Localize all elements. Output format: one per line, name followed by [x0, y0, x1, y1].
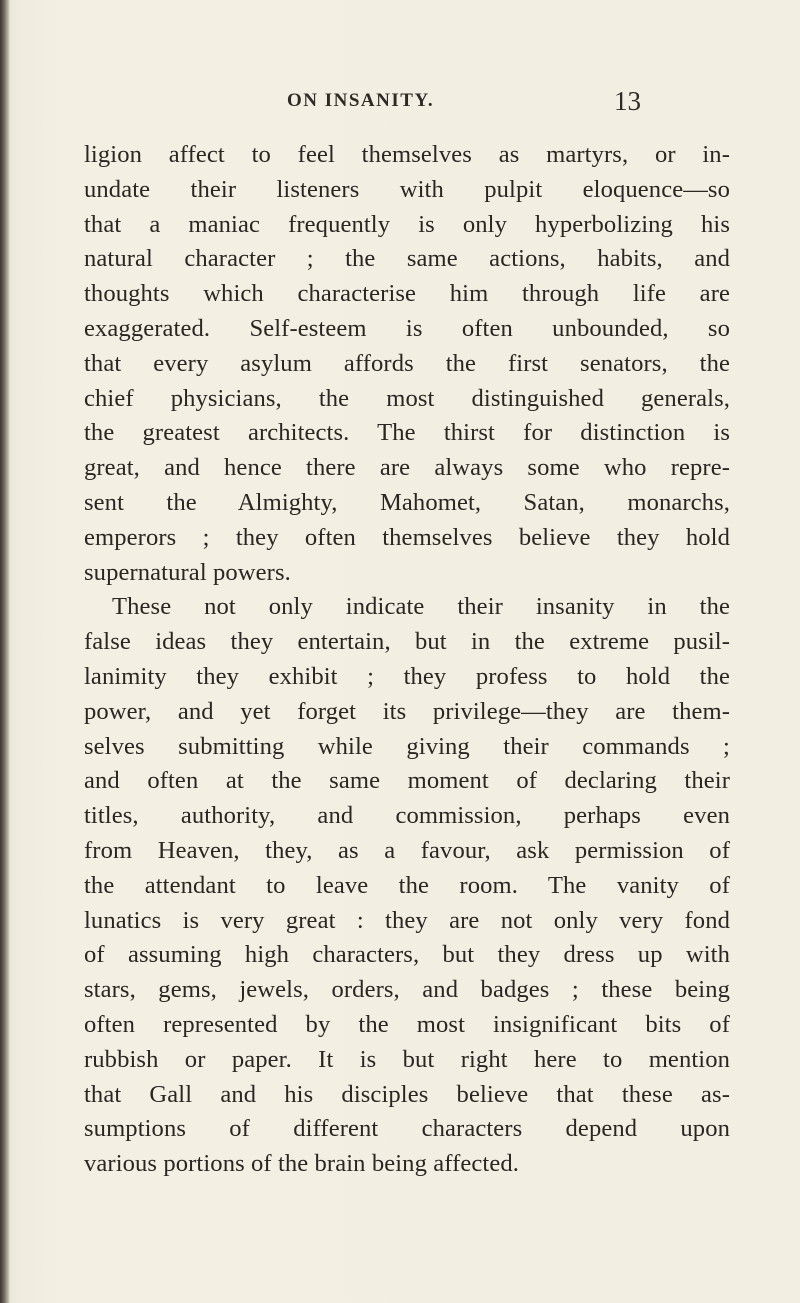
- body-text: [84, 138, 730, 1182]
- text-line-paragraph-end: various portions of the brain being affected.: [84, 1150, 519, 1178]
- text-line: that every asylum affords the first senators, the: [84, 349, 730, 377]
- text-line: selves submitting while giving their commands ;: [84, 732, 730, 760]
- text-line: the attendant to leave the room. The vanity of: [84, 871, 730, 899]
- text-line-paragraph-end: supernatural powers.: [84, 558, 291, 586]
- text-line: undate their listeners with pulpit eloquence—so: [84, 175, 730, 203]
- text-line: from Heaven, they, as a favour, ask permission of: [84, 836, 730, 864]
- text-line-paragraph-start: These not only indicate their insanity in the: [112, 593, 730, 621]
- text-line: lanimity they exhibit ; they profess to hold the: [84, 662, 730, 690]
- text-line: thoughts which characterise him through life are: [84, 280, 730, 308]
- text-line: natural character ; the same actions, habits, and: [84, 245, 730, 273]
- text-line: rubbish or paper. It is but right here to mention: [84, 1045, 730, 1073]
- text-line: sumptions of different characters depend upon: [84, 1115, 730, 1143]
- text-line: false ideas they entertain, but in the extreme pusil-: [84, 628, 730, 656]
- text-line: titles, authority, and commission, perhaps even: [84, 802, 730, 830]
- book-spine-shadow: [0, 0, 10, 1303]
- running-head: [0, 86, 800, 116]
- text-line: that Gall and his disciples believe that these as-: [84, 1080, 730, 1108]
- page-number: 13: [614, 86, 641, 116]
- text-line: of assuming high characters, but they dress up with: [84, 941, 730, 969]
- text-line: lunatics is very great : they are not only very fond: [84, 906, 730, 934]
- text-line: ligion affect to feel themselves as martyrs, or in-: [84, 141, 730, 168]
- text-line: the greatest architects. The thirst for distinction is: [84, 419, 730, 447]
- text-line: emperors ; they often themselves believe they hold: [84, 523, 730, 551]
- text-line: often represented by the most insignificant bits of: [84, 1010, 730, 1038]
- text-line: and often at the same moment of declaring their: [84, 767, 730, 795]
- text-line: exaggerated. Self-esteem is often unbounded, so: [84, 314, 730, 342]
- text-line: great, and hence there are always some who repre-: [84, 454, 730, 482]
- text-line: stars, gems, jewels, orders, and badges ; these being: [84, 976, 730, 1004]
- text-line: chief physicians, the most distinguished generals,: [84, 384, 730, 412]
- text-line: that a maniac frequently is only hyperbolizing his: [84, 210, 730, 238]
- text-line: power, and yet forget its privilege—they are them-: [84, 697, 730, 725]
- running-title: ON INSANITY.: [287, 90, 435, 111]
- text-line: sent the Almighty, Mahomet, Satan, monarchs,: [84, 488, 730, 516]
